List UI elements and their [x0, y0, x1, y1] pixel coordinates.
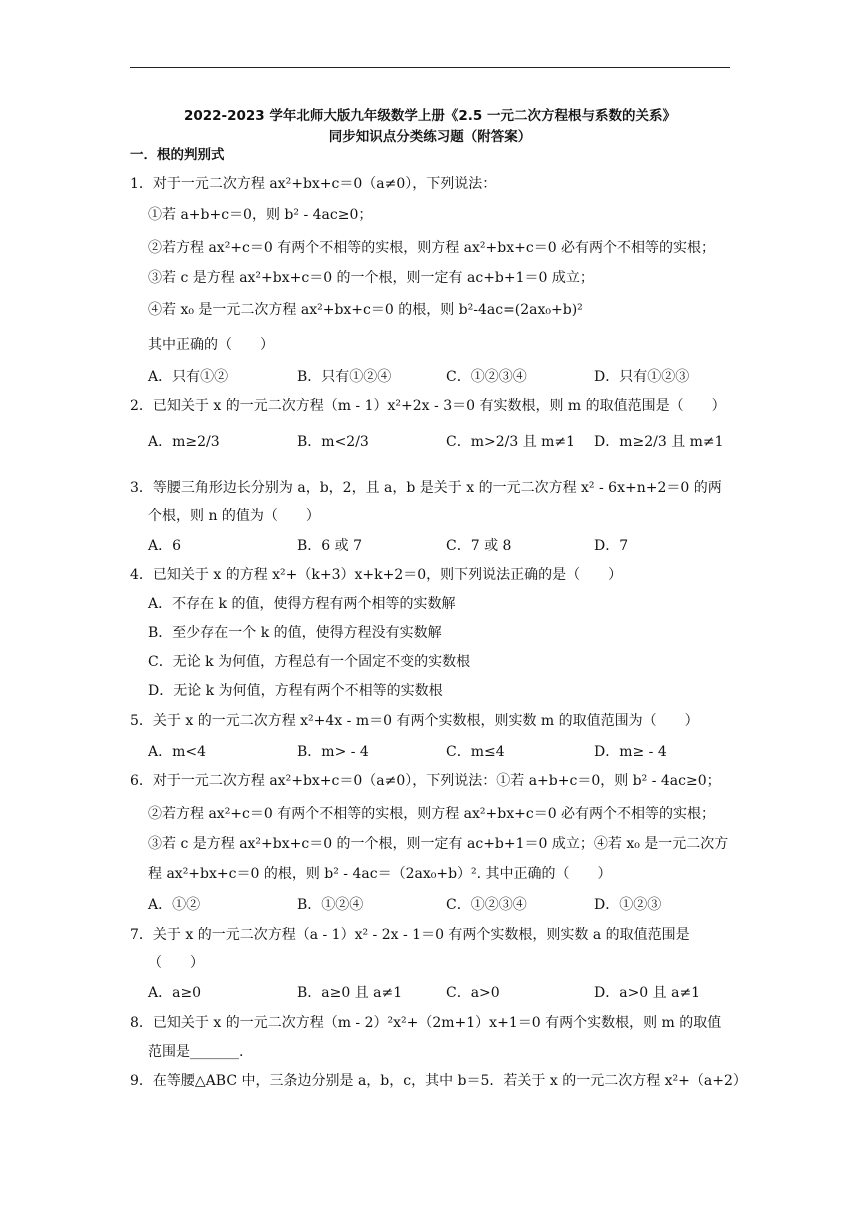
question-9-stem: 9．在等腰△ABC 中，三条边分别是 a，b，c，其中 b＝5．若关于 x 的一元二次方程 x²+（a+2）	[130, 1073, 747, 1089]
question-4-option-a: A．不存在 k 的值，使得方程有两个相等的实数解	[148, 596, 456, 612]
question-6-line4: 程 ax²+bx+c＝0 的根，则 b² - 4ac＝（2ax₀+b）². 其中正确的（ ）	[148, 866, 612, 882]
section-heading: 一．根的判别式	[130, 147, 225, 163]
question-7-stem-line1: 7．关于 x 的一元二次方程（a - 1）x² - 2x - 1＝0 有两个实数根，则实数 a 的取值范围是	[130, 927, 690, 943]
question-6-option-b: B．①②④	[297, 897, 364, 913]
question-1-statement-2: ②若方程 ax²+c＝0 有两个不相等的实根，则方程 ax²+bx+c＝0 必有两个不相等的实根；	[148, 240, 716, 256]
question-5-stem: 5．关于 x 的一元二次方程 x²+4x - m＝0 有两个实数根，则实数 m 的取值范围为（ ）	[130, 713, 699, 729]
question-1-stem: 1．对于一元二次方程 ax²+bx+c＝0（a≠0），下列说法：	[130, 176, 497, 192]
question-3-stem-line1: 3．等腰三角形边长分别为 a，b，2，且 a，b 是关于 x 的一元二次方程 x² - 6x+n+2＝0 的两	[130, 480, 722, 496]
question-7-option-b: B．a≥0 且 a≠1	[297, 985, 403, 1001]
question-4-option-c: C．无论 k 为何值，方程总有一个固定不变的实数根	[148, 654, 471, 670]
header-rule	[130, 67, 730, 68]
question-6-option-a: A．①②	[148, 897, 201, 913]
question-6-line2: ②若方程 ax²+c＝0 有两个不相等的实根，则方程 ax²+bx+c＝0 必有两个不相等的实根；	[148, 806, 716, 822]
question-5-option-d: D．m≥ - 4	[594, 744, 667, 760]
question-1-option-b: B．只有①②④	[297, 369, 392, 385]
question-5-option-c: C．m≤4	[446, 744, 505, 760]
question-6-option-c: C．①②③④	[446, 897, 527, 913]
question-2-option-a: A．m≥2/3	[148, 434, 220, 450]
question-6-line1: 6．对于一元二次方程 ax²+bx+c＝0（a≠0），下列说法：①若 a+b+c＝0，则 b² - 4ac≥0；	[130, 773, 721, 789]
question-5-option-b: B．m> - 4	[297, 744, 369, 760]
question-1-statement-1: ①若 a+b+c＝0，则 b² - 4ac≥0；	[148, 207, 373, 223]
question-5-option-a: A．m<4	[148, 744, 207, 760]
question-1-prompt: 其中正确的（ ）	[148, 337, 274, 353]
question-7-option-a: A．a≥0	[148, 985, 202, 1001]
question-3-option-b: B．6 或 7	[297, 538, 363, 554]
question-2-option-b: B．m<2/3	[297, 434, 369, 450]
question-3-stem-line2: 个根，则 n 的值为（ ）	[148, 508, 320, 524]
question-8-stem-line2: 范围是_______.	[148, 1044, 244, 1060]
question-2-option-d: D．m≥2/3 且 m≠1	[594, 434, 724, 450]
question-1-statement-3: ③若 c 是方程 ax²+bx+c＝0 的一个根，则一定有 ac+b+1＝0 成立；	[148, 270, 594, 286]
question-3-option-a: A．6	[148, 538, 182, 554]
doc-title-line2: 同步知识点分类练习题（附答案）	[328, 129, 532, 145]
question-2-stem: 2．已知关于 x 的一元二次方程（m - 1）x²+2x - 3＝0 有实数根，则 m 的取值范围是（ ）	[130, 398, 726, 414]
question-1-option-d: D．只有①②③	[594, 369, 690, 385]
question-3-option-d: D．7	[594, 538, 629, 554]
question-7-option-d: D．a>0 且 a≠1	[594, 985, 701, 1001]
question-7-option-c: C．a>0	[446, 985, 500, 1001]
question-3-option-c: C．7 或 8	[446, 538, 512, 554]
question-6-line3: ③若 c 是方程 ax²+bx+c＝0 的一个根，则一定有 ac+b+1＝0 成立；④若 x₀ 是一元二次方	[148, 836, 729, 852]
question-4-stem: 4．已知关于 x 的方程 x²+（k+3）x+k+2＝0，则下列说法正确的是（ ）	[130, 567, 623, 583]
question-1-option-c: C．①②③④	[446, 369, 527, 385]
question-6-option-d: D．①②③	[594, 897, 662, 913]
question-2-option-c: C．m>2/3 且 m≠1	[446, 434, 576, 450]
question-8-stem-line1: 8．已知关于 x 的一元二次方程（m - 2）²x²+（2m+1）x+1＝0 有两个实数根，则 m 的取值	[130, 1015, 722, 1031]
doc-title-line1: 2022-2023 学年北师大版九年级数学上册《2.5 一元二次方程根与系数的关系》	[183, 108, 677, 124]
question-4-option-b: B．至少存在一个 k 的值，使得方程没有实数解	[148, 625, 442, 641]
question-7-stem-line2: （ ）	[148, 955, 204, 971]
question-1-option-a: A．只有①②	[148, 369, 229, 385]
question-1-statement-4: ④若 x₀ 是一元二次方程 ax²+bx+c＝0 的根，则 b²-4ac=(2ax₀+b)²	[148, 302, 583, 318]
question-4-option-d: D．无论 k 为何值，方程有两个不相等的实数根	[148, 683, 443, 699]
